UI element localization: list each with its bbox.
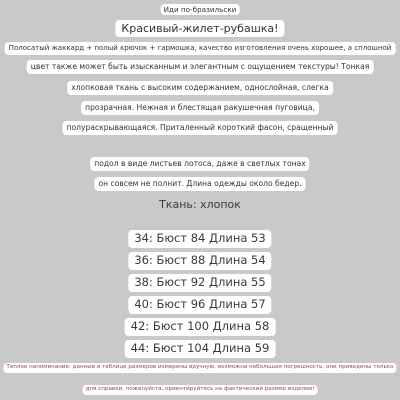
note-line-2: для справки, пожалуйста, ориентируйтесь на фактический размер изделия! [83,385,318,395]
size-row: 34: Бюст 84 Длина 53 [128,230,271,248]
product-title: Красивый-жилет-рубашка! [115,20,284,37]
description-line-5: полураскрывающаяся. Приталенный короткий фасон, сращенный [63,121,338,135]
fabric-label: Ткань: хлопок [159,198,241,211]
size-row: 38: Бюст 92 Длина 55 [128,274,271,292]
description-line-6: подол в виде листьев лотоса, даже в светлых тонах [90,157,309,171]
description-line-3: хлопковая ткань с высоким содержанием, однослойная, слегка [67,81,333,95]
size-row: 44: Бюст 104 Длина 59 [125,340,276,358]
description-line-4: прозрачная. Нежная и блестящая ракушечная пуговица, [81,101,319,115]
size-row: 42: Бюст 100 Длина 58 [125,318,276,336]
description-line-1: Полосатый жаккард + полый крючок + гармошка, качество изготовления очень хорошее, а сплошной [5,42,396,55]
description-line-2: цвет также может быть изысканным и элегантным с ощущением текстуры! Тонкая [27,60,374,74]
note-line-1: Теплое напоминание: данные в таблице размеров измерены вручную, возможна небольшая погрешность, они приведены только [3,363,396,373]
size-row: 40: Бюст 96 Длина 57 [128,296,271,314]
description-line-7: он совсем не полнит. Длина одежды около бедер. [94,177,305,191]
style-label: Иди по-бразильски [161,4,240,15]
size-row: 36: Бюст 88 Длина 54 [128,252,271,270]
